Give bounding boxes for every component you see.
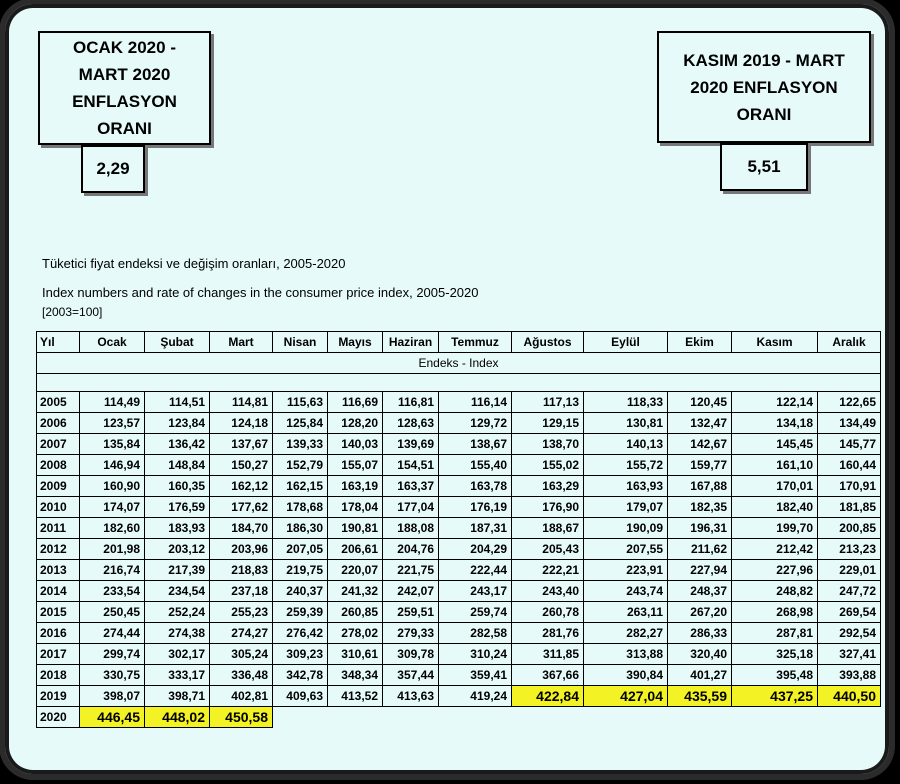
index-value-cell: 122,14 bbox=[732, 392, 818, 413]
index-value-cell: 139,69 bbox=[383, 434, 439, 455]
index-value-cell: 398,07 bbox=[80, 686, 145, 707]
index-value-cell: 155,02 bbox=[512, 455, 584, 476]
index-value-cell: 422,84 bbox=[512, 686, 584, 707]
left-title-line: MART 2020 bbox=[78, 65, 171, 84]
cpi-index-table bbox=[36, 331, 881, 728]
year-cell: 2007 bbox=[37, 434, 80, 455]
index-value-cell: 129,15 bbox=[512, 413, 584, 434]
index-value-cell: 274,27 bbox=[210, 623, 273, 644]
index-subheader: Endeks - Index bbox=[37, 353, 881, 374]
year-cell: 2010 bbox=[37, 497, 80, 518]
table-row bbox=[37, 686, 881, 707]
index-value-cell: 336,48 bbox=[210, 665, 273, 686]
index-value-cell: 222,44 bbox=[439, 560, 512, 581]
index-value-cell: 260,85 bbox=[328, 602, 383, 623]
index-value-cell: 140,13 bbox=[584, 434, 668, 455]
index-value-cell: 450,58 bbox=[210, 707, 273, 728]
index-value-cell: 440,50 bbox=[818, 686, 881, 707]
index-value-cell: 227,94 bbox=[668, 560, 732, 581]
empty-cell bbox=[732, 707, 818, 728]
index-value-cell: 181,85 bbox=[818, 497, 881, 518]
table-row bbox=[37, 644, 881, 665]
index-value-cell: 223,91 bbox=[584, 560, 668, 581]
right-title-line: ORANI bbox=[736, 104, 792, 124]
year-cell: 2012 bbox=[37, 539, 80, 560]
index-value-cell: 201,98 bbox=[80, 539, 145, 560]
year-cell: 2018 bbox=[37, 665, 80, 686]
year-cell: 2014 bbox=[37, 581, 80, 602]
index-value-cell: 140,03 bbox=[328, 434, 383, 455]
index-value-cell: 348,34 bbox=[328, 665, 383, 686]
index-value-cell: 243,17 bbox=[439, 581, 512, 602]
index-value-cell: 327,41 bbox=[818, 644, 881, 665]
index-value-cell: 241,32 bbox=[328, 581, 383, 602]
index-value-cell: 446,45 bbox=[80, 707, 145, 728]
index-value-cell: 163,78 bbox=[439, 476, 512, 497]
year-cell: 2005 bbox=[37, 392, 80, 413]
right-inflation-value: 5,51 bbox=[747, 157, 781, 176]
index-value-cell: 250,45 bbox=[80, 602, 145, 623]
index-value-cell: 145,77 bbox=[818, 434, 881, 455]
index-value-cell: 115,63 bbox=[273, 392, 328, 413]
year-cell: 2017 bbox=[37, 644, 80, 665]
index-value-cell: 448,02 bbox=[145, 707, 210, 728]
year-cell: 2019 bbox=[37, 686, 80, 707]
index-value-cell: 178,68 bbox=[273, 497, 328, 518]
index-value-cell: 234,54 bbox=[145, 581, 210, 602]
index-value-cell: 176,90 bbox=[512, 497, 584, 518]
index-value-cell: 163,19 bbox=[328, 476, 383, 497]
index-value-cell: 207,05 bbox=[273, 539, 328, 560]
left-title-line: ORANI bbox=[97, 119, 152, 138]
table-row bbox=[37, 539, 881, 560]
column-header-month: Haziran bbox=[383, 332, 439, 353]
index-value-cell: 390,84 bbox=[584, 665, 668, 686]
index-value-cell: 152,79 bbox=[273, 455, 328, 476]
year-cell: 2020 bbox=[37, 707, 80, 728]
index-value-cell: 125,84 bbox=[273, 413, 328, 434]
index-value-cell: 134,49 bbox=[818, 413, 881, 434]
index-value-cell: 309,23 bbox=[273, 644, 328, 665]
index-value-cell: 187,31 bbox=[439, 518, 512, 539]
column-header-month: Ekim bbox=[668, 332, 732, 353]
index-value-cell: 117,13 bbox=[512, 392, 584, 413]
right-summary-title-box bbox=[657, 31, 871, 143]
left-inflation-value: 2,29 bbox=[96, 159, 130, 178]
index-value-cell: 132,47 bbox=[668, 413, 732, 434]
index-value-cell: 221,75 bbox=[383, 560, 439, 581]
column-header-month: Mayıs bbox=[328, 332, 383, 353]
index-value-cell: 359,41 bbox=[439, 665, 512, 686]
index-value-cell: 222,21 bbox=[512, 560, 584, 581]
index-value-cell: 182,35 bbox=[668, 497, 732, 518]
empty-cell bbox=[273, 707, 328, 728]
index-value-cell: 367,66 bbox=[512, 665, 584, 686]
index-value-cell: 162,15 bbox=[273, 476, 328, 497]
spacer-row bbox=[37, 374, 881, 392]
right-title-line: KASIM 2019 - MART bbox=[683, 50, 845, 70]
index-value-cell: 282,58 bbox=[439, 623, 512, 644]
index-value-cell: 186,30 bbox=[273, 518, 328, 539]
table-row bbox=[37, 434, 881, 455]
index-value-cell: 120,45 bbox=[668, 392, 732, 413]
index-value-cell: 220,07 bbox=[328, 560, 383, 581]
index-value-cell: 237,18 bbox=[210, 581, 273, 602]
index-value-cell: 292,54 bbox=[818, 623, 881, 644]
empty-cell bbox=[512, 707, 584, 728]
index-value-cell: 278,02 bbox=[328, 623, 383, 644]
index-value-cell: 398,71 bbox=[145, 686, 210, 707]
index-value-cell: 128,20 bbox=[328, 413, 383, 434]
left-title-line: ENFLASYON bbox=[72, 92, 177, 111]
index-value-cell: 229,01 bbox=[818, 560, 881, 581]
index-value-cell: 276,42 bbox=[273, 623, 328, 644]
table-title-turkish: Tüketici fiyat endeksi ve değişim oranları, 2005-2020 bbox=[42, 256, 346, 271]
column-header-month: Temmuz bbox=[439, 332, 512, 353]
index-value-cell: 139,33 bbox=[273, 434, 328, 455]
index-value-cell: 183,93 bbox=[145, 518, 210, 539]
index-value-cell: 267,20 bbox=[668, 602, 732, 623]
index-value-cell: 281,76 bbox=[512, 623, 584, 644]
index-value-cell: 212,42 bbox=[732, 539, 818, 560]
index-value-cell: 116,14 bbox=[439, 392, 512, 413]
index-value-cell: 435,59 bbox=[668, 686, 732, 707]
column-header-month: Kasım bbox=[732, 332, 818, 353]
column-header-month: Ocak bbox=[80, 332, 145, 353]
index-value-cell: 174,07 bbox=[80, 497, 145, 518]
index-value-cell: 427,04 bbox=[584, 686, 668, 707]
index-value-cell: 204,29 bbox=[439, 539, 512, 560]
column-header-month: Nisan bbox=[273, 332, 328, 353]
index-value-cell: 135,84 bbox=[80, 434, 145, 455]
index-value-cell: 310,61 bbox=[328, 644, 383, 665]
index-value-cell: 114,81 bbox=[210, 392, 273, 413]
header-row bbox=[37, 332, 881, 353]
right-title-line: 2020 ENFLASYON bbox=[690, 77, 838, 97]
index-value-cell: 419,24 bbox=[439, 686, 512, 707]
index-value-cell: 129,72 bbox=[439, 413, 512, 434]
index-value-cell: 395,48 bbox=[732, 665, 818, 686]
table-row bbox=[37, 476, 881, 497]
index-value-cell: 114,49 bbox=[80, 392, 145, 413]
index-value-cell: 114,51 bbox=[145, 392, 210, 413]
table-row bbox=[37, 392, 881, 413]
index-value-cell: 136,42 bbox=[145, 434, 210, 455]
index-value-cell: 167,88 bbox=[668, 476, 732, 497]
index-value-cell: 130,81 bbox=[584, 413, 668, 434]
index-value-cell: 150,27 bbox=[210, 455, 273, 476]
index-value-cell: 138,67 bbox=[439, 434, 512, 455]
index-value-cell: 263,11 bbox=[584, 602, 668, 623]
index-value-cell: 206,61 bbox=[328, 539, 383, 560]
index-value-cell: 160,44 bbox=[818, 455, 881, 476]
index-value-cell: 124,18 bbox=[210, 413, 273, 434]
index-value-cell: 393,88 bbox=[818, 665, 881, 686]
index-value-cell: 207,55 bbox=[584, 539, 668, 560]
index-value-cell: 333,17 bbox=[145, 665, 210, 686]
index-value-cell: 116,69 bbox=[328, 392, 383, 413]
index-value-cell: 196,31 bbox=[668, 518, 732, 539]
index-value-cell: 163,37 bbox=[383, 476, 439, 497]
index-value-cell: 159,77 bbox=[668, 455, 732, 476]
index-value-cell: 217,39 bbox=[145, 560, 210, 581]
index-value-cell: 268,98 bbox=[732, 602, 818, 623]
index-value-cell: 177,62 bbox=[210, 497, 273, 518]
empty-cell bbox=[584, 707, 668, 728]
index-value-cell: 200,85 bbox=[818, 518, 881, 539]
column-header-month: Ağustos bbox=[512, 332, 584, 353]
index-value-cell: 305,24 bbox=[210, 644, 273, 665]
index-value-cell: 255,23 bbox=[210, 602, 273, 623]
index-value-cell: 259,51 bbox=[383, 602, 439, 623]
index-value-cell: 205,43 bbox=[512, 539, 584, 560]
index-value-cell: 188,08 bbox=[383, 518, 439, 539]
index-value-cell: 203,96 bbox=[210, 539, 273, 560]
year-cell: 2013 bbox=[37, 560, 80, 581]
year-cell: 2006 bbox=[37, 413, 80, 434]
column-header-month: Mart bbox=[210, 332, 273, 353]
index-value-cell: 123,84 bbox=[145, 413, 210, 434]
index-value-cell: 204,76 bbox=[383, 539, 439, 560]
index-value-cell: 138,70 bbox=[512, 434, 584, 455]
empty-cell bbox=[668, 707, 732, 728]
index-value-cell: 299,74 bbox=[80, 644, 145, 665]
index-value-cell: 137,67 bbox=[210, 434, 273, 455]
index-value-cell: 282,27 bbox=[584, 623, 668, 644]
column-header-year: Yıl bbox=[37, 332, 80, 353]
index-value-cell: 170,91 bbox=[818, 476, 881, 497]
index-value-cell: 413,52 bbox=[328, 686, 383, 707]
index-value-cell: 176,19 bbox=[439, 497, 512, 518]
index-value-cell: 259,39 bbox=[273, 602, 328, 623]
index-value-cell: 310,24 bbox=[439, 644, 512, 665]
index-value-cell: 123,57 bbox=[80, 413, 145, 434]
column-header-month: Eylül bbox=[584, 332, 668, 353]
index-value-cell: 216,74 bbox=[80, 560, 145, 581]
index-value-cell: 325,18 bbox=[732, 644, 818, 665]
index-value-cell: 342,78 bbox=[273, 665, 328, 686]
index-value-cell: 313,88 bbox=[584, 644, 668, 665]
index-value-cell: 302,17 bbox=[145, 644, 210, 665]
index-value-cell: 213,23 bbox=[818, 539, 881, 560]
index-value-cell: 211,62 bbox=[668, 539, 732, 560]
index-value-cell: 437,25 bbox=[732, 686, 818, 707]
index-value-cell: 357,44 bbox=[383, 665, 439, 686]
index-value-cell: 274,44 bbox=[80, 623, 145, 644]
index-value-cell: 155,72 bbox=[584, 455, 668, 476]
index-value-cell: 259,74 bbox=[439, 602, 512, 623]
year-cell: 2009 bbox=[37, 476, 80, 497]
table-title-english: Index numbers and rate of changes in the consumer price index, 2005-2020 bbox=[42, 285, 479, 300]
table-row bbox=[37, 560, 881, 581]
index-value-cell: 218,83 bbox=[210, 560, 273, 581]
index-value-cell: 163,93 bbox=[584, 476, 668, 497]
index-value-cell: 161,10 bbox=[732, 455, 818, 476]
column-header-month: Aralık bbox=[818, 332, 881, 353]
index-value-cell: 311,85 bbox=[512, 644, 584, 665]
right-summary-value-box bbox=[720, 143, 808, 191]
index-value-cell: 260,78 bbox=[512, 602, 584, 623]
index-value-cell: 182,40 bbox=[732, 497, 818, 518]
table-row bbox=[37, 665, 881, 686]
index-value-cell: 252,24 bbox=[145, 602, 210, 623]
base-year-note: [2003=100] bbox=[42, 305, 103, 319]
index-value-cell: 179,07 bbox=[584, 497, 668, 518]
index-value-cell: 134,18 bbox=[732, 413, 818, 434]
index-value-cell: 118,33 bbox=[584, 392, 668, 413]
index-value-cell: 279,33 bbox=[383, 623, 439, 644]
index-value-cell: 155,07 bbox=[328, 455, 383, 476]
index-value-cell: 190,09 bbox=[584, 518, 668, 539]
index-value-cell: 320,40 bbox=[668, 644, 732, 665]
index-value-cell: 286,33 bbox=[668, 623, 732, 644]
table-row bbox=[37, 497, 881, 518]
index-value-cell: 401,27 bbox=[668, 665, 732, 686]
left-summary-value-box bbox=[81, 145, 145, 193]
index-value-cell: 145,45 bbox=[732, 434, 818, 455]
index-value-cell: 146,94 bbox=[80, 455, 145, 476]
index-value-cell: 309,78 bbox=[383, 644, 439, 665]
index-value-cell: 203,12 bbox=[145, 539, 210, 560]
index-value-cell: 162,12 bbox=[210, 476, 273, 497]
index-value-cell: 128,63 bbox=[383, 413, 439, 434]
index-value-cell: 155,40 bbox=[439, 455, 512, 476]
index-value-cell: 116,81 bbox=[383, 392, 439, 413]
index-value-cell: 409,63 bbox=[273, 686, 328, 707]
index-value-cell: 242,07 bbox=[383, 581, 439, 602]
index-value-cell: 240,37 bbox=[273, 581, 328, 602]
left-title-line: OCAK 2020 - bbox=[73, 38, 176, 57]
table-row bbox=[37, 455, 881, 476]
index-value-cell: 160,90 bbox=[80, 476, 145, 497]
index-value-cell: 219,75 bbox=[273, 560, 328, 581]
year-cell: 2008 bbox=[37, 455, 80, 476]
index-value-cell: 248,82 bbox=[732, 581, 818, 602]
empty-cell bbox=[328, 707, 383, 728]
index-value-cell: 170,01 bbox=[732, 476, 818, 497]
index-value-cell: 247,72 bbox=[818, 581, 881, 602]
index-value-cell: 142,67 bbox=[668, 434, 732, 455]
empty-cell bbox=[439, 707, 512, 728]
index-value-cell: 233,54 bbox=[80, 581, 145, 602]
index-value-cell: 287,81 bbox=[732, 623, 818, 644]
index-value-cell: 176,59 bbox=[145, 497, 210, 518]
table-row bbox=[37, 581, 881, 602]
index-value-cell: 243,74 bbox=[584, 581, 668, 602]
index-value-cell: 160,35 bbox=[145, 476, 210, 497]
index-value-cell: 269,54 bbox=[818, 602, 881, 623]
index-value-cell: 199,70 bbox=[732, 518, 818, 539]
index-value-cell: 190,81 bbox=[328, 518, 383, 539]
index-value-cell: 248,37 bbox=[668, 581, 732, 602]
year-cell: 2011 bbox=[37, 518, 80, 539]
index-value-cell: 148,84 bbox=[145, 455, 210, 476]
index-value-cell: 274,38 bbox=[145, 623, 210, 644]
column-header-month: Şubat bbox=[145, 332, 210, 353]
table-row bbox=[37, 602, 881, 623]
table-row bbox=[37, 518, 881, 539]
year-cell: 2015 bbox=[37, 602, 80, 623]
index-value-cell: 122,65 bbox=[818, 392, 881, 413]
index-value-cell: 188,67 bbox=[512, 518, 584, 539]
index-value-cell: 182,60 bbox=[80, 518, 145, 539]
index-value-cell: 227,96 bbox=[732, 560, 818, 581]
index-value-cell: 243,40 bbox=[512, 581, 584, 602]
index-value-cell: 154,51 bbox=[383, 455, 439, 476]
table-row bbox=[37, 623, 881, 644]
index-value-cell: 402,81 bbox=[210, 686, 273, 707]
index-value-cell: 184,70 bbox=[210, 518, 273, 539]
index-value-cell: 177,04 bbox=[383, 497, 439, 518]
index-value-cell: 178,04 bbox=[328, 497, 383, 518]
empty-cell bbox=[383, 707, 439, 728]
table-row bbox=[37, 707, 881, 728]
index-value-cell: 413,63 bbox=[383, 686, 439, 707]
index-value-cell: 330,75 bbox=[80, 665, 145, 686]
year-cell: 2016 bbox=[37, 623, 80, 644]
index-value-cell: 163,29 bbox=[512, 476, 584, 497]
left-summary-title-box bbox=[38, 31, 211, 145]
table-row bbox=[37, 413, 881, 434]
empty-cell bbox=[818, 707, 881, 728]
